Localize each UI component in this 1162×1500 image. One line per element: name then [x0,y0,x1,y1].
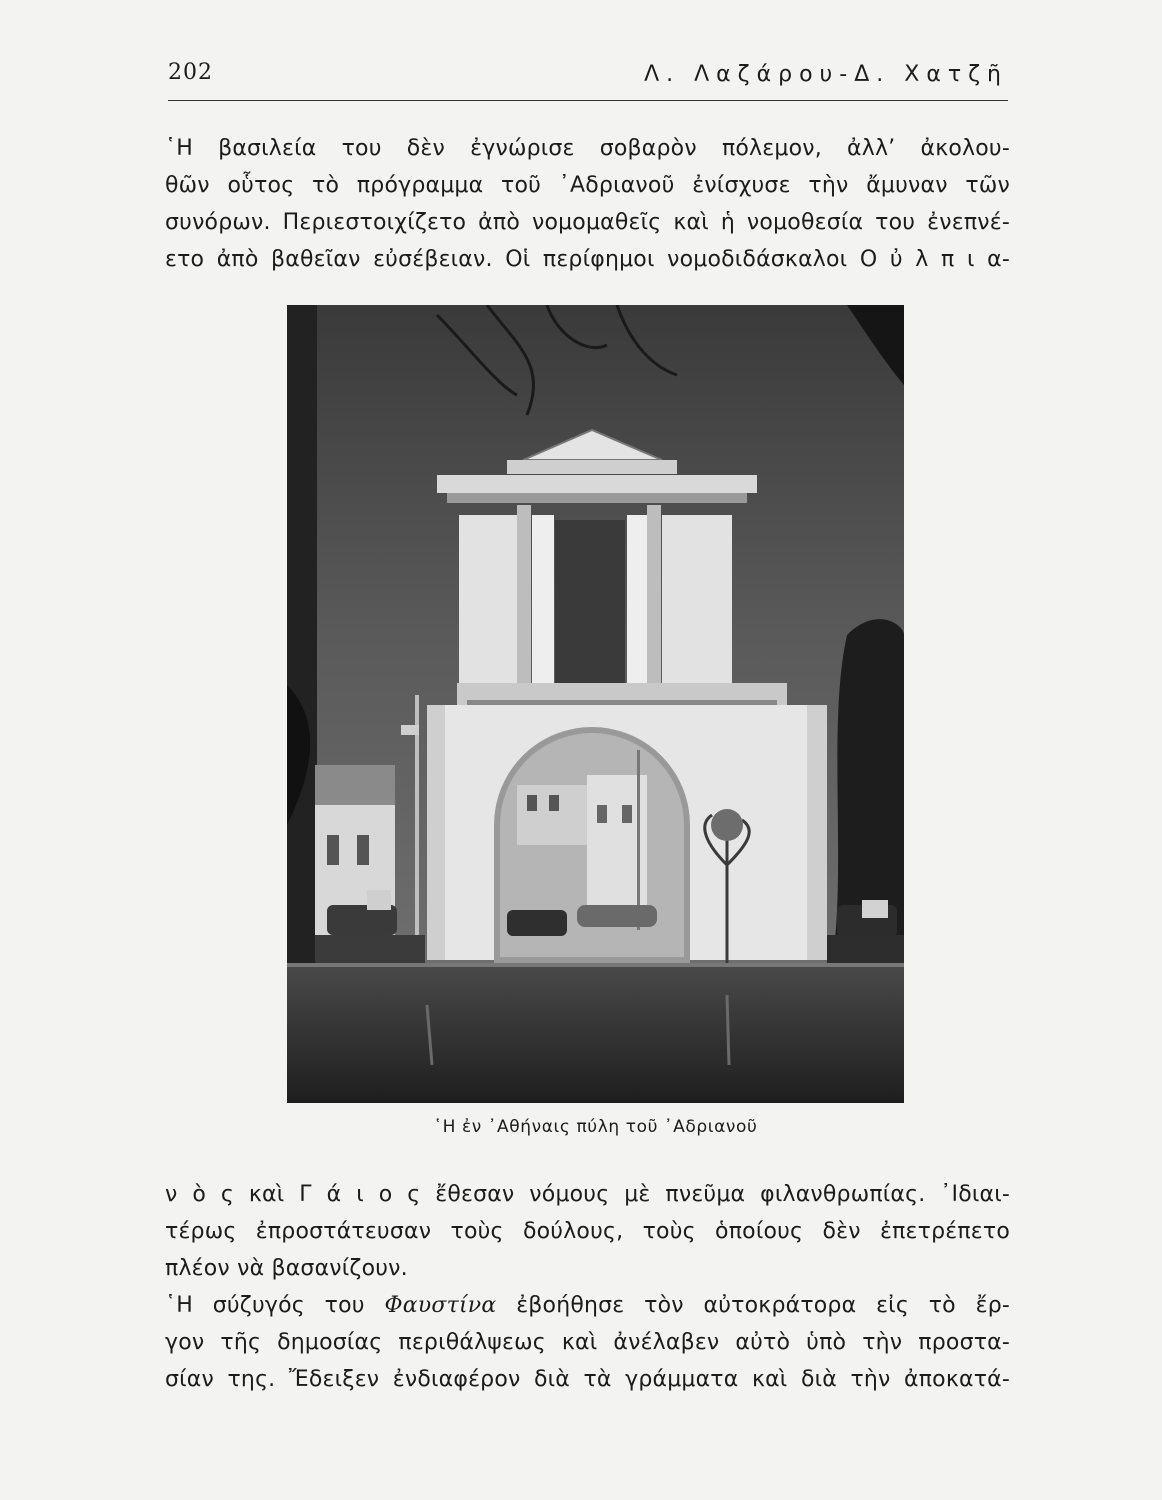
text-line: γον τῆς δημοσίας περιθάλψεως καὶ ἀνέλαβεν αὐτὸ ὑπὸ τὴν προστα- [165,1330,1010,1355]
text-span: ῾Η σύζυγός του [165,1293,385,1318]
text-line: ετο ἀπὸ βαθεῖαν εὐσέβειαν. Οἱ περίφημοι νομοδιδάσκαλοι Ο ὐ λ π ι α- [165,247,1010,272]
text-line: πλέον νὰ βασανίζουν. [165,1256,408,1281]
text-line: συνόρων. Περιεστοιχίζετο ἀπὸ νομομαθεῖς καὶ ἡ νομοθεσία του ἐνεπνέ- [165,210,1010,235]
photo-hadrians-arch [287,305,904,1103]
text-line: σίαν της. Ἔδειξεν ἐνδιαφέρον διὰ τὰ γράμματα καὶ διὰ τὴν ἀποκατά- [165,1367,1010,1392]
arch-photo-illustration [287,305,904,1103]
running-head: Λ. Λαζάρου-Δ. Χατζῆ [644,62,1008,87]
paragraph-2-and-3 [165,1176,1010,1398]
text-line: τέρως ἐπροστάτευσαν τοὺς δούλους, τοὺς ὁποίους δὲν ἐπετρέπετο [165,1219,1010,1244]
paragraph-1 [165,130,1010,278]
page-header [168,60,1008,101]
figure-caption: ῾Η ἐν ᾿Αθήναις πύλη τοῦ ᾿Αδριανοῦ [433,1117,758,1137]
text-line: ῾Η βασιλεία του δὲν ἐγνώρισε σοβαρὸν πόλεμον, ἀλλ’ ἀκολου- [165,136,1010,161]
text-line [165,1287,1010,1324]
page-number: 202 [168,60,213,85]
text-line: θῶν οὗτος τὸ πρόγραμμα τοῦ ᾿Αδριανοῦ ἐνίσχυσε τὴν ἄμυναν τῶν [165,173,1010,198]
text-span: ἐβοήθησε τὸν αὐτοκράτορα εἰς τὸ ἔρ- [496,1293,1010,1318]
italic-name-faustina: Φαυστίνα [384,1293,497,1318]
text-line: ν ὸ ς καὶ Γ ά ι ο ς ἔθεσαν νόμους μὲ πνεῦμα φιλανθρωπίας. ᾿Ιδιαι- [165,1182,1010,1207]
